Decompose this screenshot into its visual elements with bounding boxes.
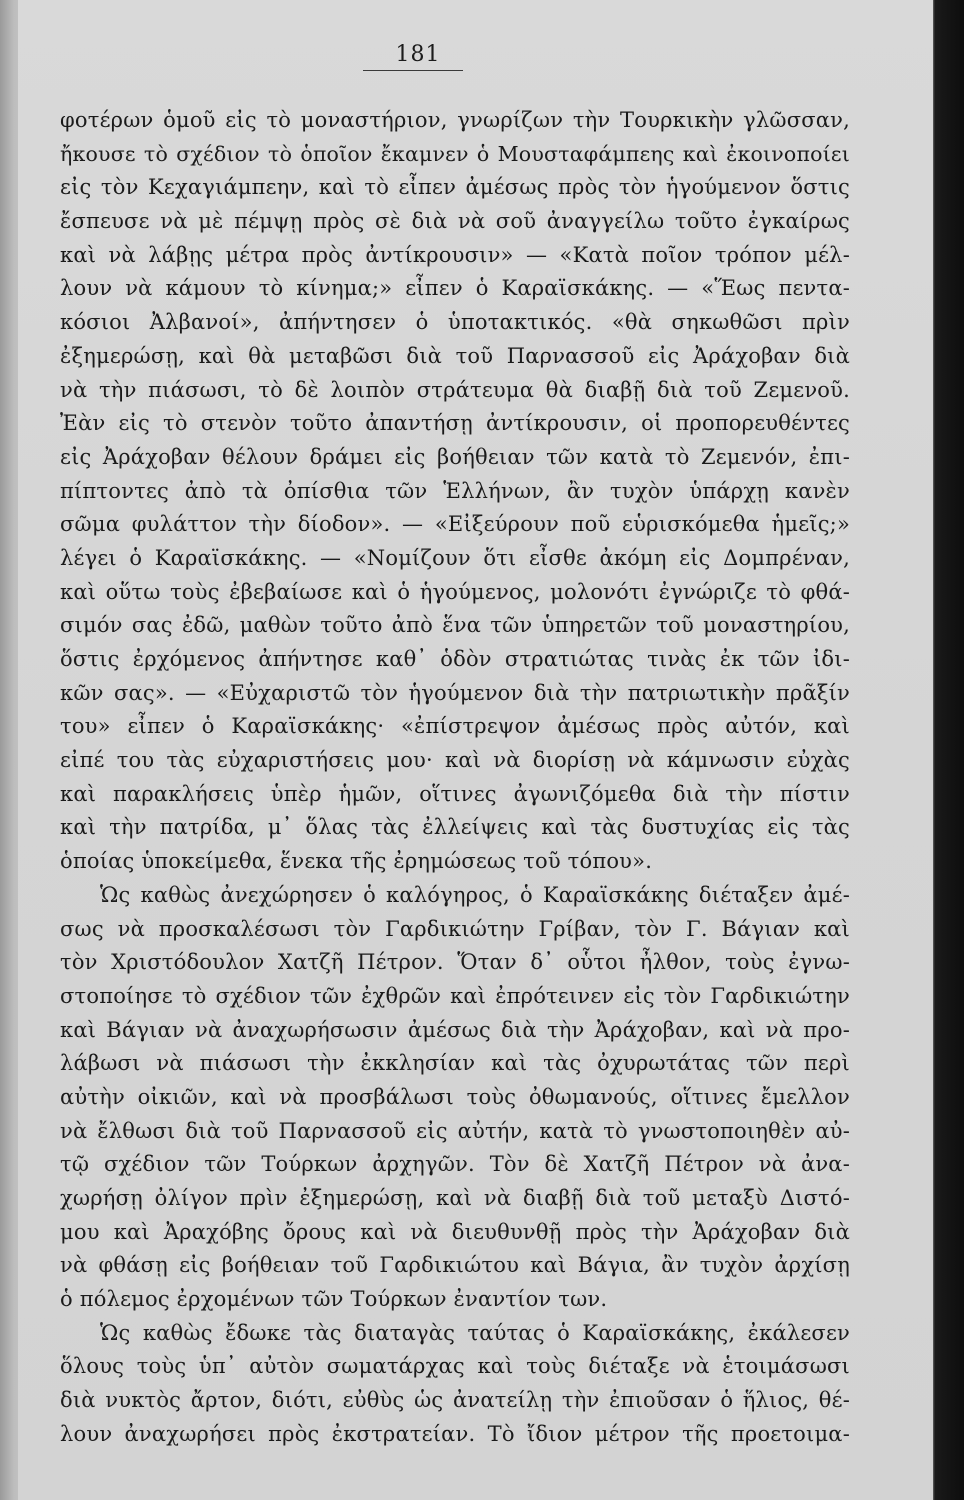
text-line: καὶ Βάγιαν νὰ ἀναχωρήσωσιν ἀμέσως διὰ τὴν Ἀράχοβαν, καὶ νὰ προ- <box>60 1017 850 1042</box>
text-line: ἔσπευσε νὰ μὲ πέμψῃ πρὸς σὲ διὰ νὰ σοῦ ἀναγγείλω τοῦτο ἐγκαίρως <box>60 209 850 234</box>
text-line: καὶ τὴν πατρίδα, μ᾽ ὅλας τὰς ἐλλείψεις καὶ τὰς δυστυχίας εἰς τὰς <box>60 815 850 840</box>
text-line: ὁποίας ὑποκείμεθα, ἕνεκα τῆς ἐρημώσεως τοῦ τόπου». <box>60 849 653 874</box>
text-line: του» εἶπεν ὁ Καραϊσκάκης· «ἐπίστρεψον ἀμέσως πρὸς αὐτόν, καὶ <box>60 714 850 739</box>
text-line: ἤκουσε τὸ σχέδιον τὸ ὁποῖον ἔκαμνεν ὁ Μουσταφάμπεης καὶ ἐκοινοποίει <box>60 141 850 166</box>
text-line: σως νὰ προσκαλέσωσι τὸν Γαρδικιώτην Γρίβαν, τὸν Γ. Βάγιαν καὶ <box>60 916 850 941</box>
text-line: λουν ἀναχωρήσει πρὸς ἐκστρατείαν. Τὸ ἴδιον μέτρον τῆς προετοιμα- <box>60 1421 850 1446</box>
body-text <box>60 104 850 1452</box>
text-line: σῶμα φυλάττον τὴν δίοδον». — «Εἰξεύρουν ποῦ εὑρισκόμεθα ἡμεῖς;» <box>60 512 850 537</box>
text-line: μου καὶ Ἀραχόβης ὄρους καὶ νὰ διευθυνθῇ πρὸς τὴν Ἀράχοβαν διὰ <box>60 1219 850 1244</box>
text-line: ὁ πόλεμος ἐρχομένων τῶν Τούρκων ἐναντίον των. <box>60 1287 608 1312</box>
text-line: λάβωσι νὰ πιάσωσι τὴν ἐκκλησίαν καὶ τὰς ὀχυρωτάτας τῶν περὶ <box>60 1051 850 1076</box>
text-line: σιμόν σας ἐδῶ, μαθὼν τοῦτο ἀπὸ ἕνα τῶν ὑπηρετῶν τοῦ μοναστηρίου, <box>60 613 850 638</box>
text-line: πίπτοντες ἀπὸ τὰ ὀπίσθια τῶν Ἑλλήνων, ἂν τυχὸν ὑπάρχῃ κανὲν <box>60 478 850 503</box>
text-line: ἐξημερώσῃ, καὶ θὰ μεταβῶσι διὰ τοῦ Παρνασσοῦ εἰς Ἀράχοβαν διὰ <box>60 343 850 368</box>
text-line: εἰς Ἀράχοβαν θέλουν δράμει εἰς βοήθειαν τῶν κατὰ τὸ Ζεμενόν, ἐπι- <box>60 444 850 469</box>
text-line: εἰπέ του τὰς εὐχαριστήσεις μου· καὶ νὰ διορίσῃ νὰ κάμνωσιν εὐχὰς <box>60 748 850 773</box>
text-line: τὸν Χριστόδουλον Χατζῆ Πέτρον. Ὅταν δ᾽ οὗτοι ἦλθον, τοὺς ἐγνω- <box>60 950 850 975</box>
text-line: καὶ οὕτω τοὺς ἐβεβαίωσε καὶ ὁ ἡγούμενος, μολονότι ἐγνώριζε τὸ φθά- <box>60 579 850 604</box>
text-line: Ὡς καθὼς ἔδωκε τὰς διαταγὰς ταύτας ὁ Καραϊσκάκης, ἐκάλεσεν <box>100 1320 850 1345</box>
text-line: διὰ νυκτὸς ἄρτον, διότι, εὐθὺς ὡς ἀνατείλῃ τὴν ἐπιοῦσαν ὁ ἥλιος, θέ- <box>60 1388 850 1413</box>
text-line: Ἐὰν εἰς τὸ στενὸν τοῦτο ἀπαντήσῃ ἀντίκρουσιν, οἱ προπορευθέντες <box>60 411 850 436</box>
book-page <box>18 0 933 1500</box>
text-line: ὅστις ἐρχόμενος ἀπήντησε καθ᾽ ὁδὸν στρατιώτας τινὰς ἐκ τῶν ἰδι- <box>60 647 850 671</box>
text-line: χωρήσῃ ὀλίγον πρὶν ἐξημερώσῃ, καὶ νὰ διαβῇ διὰ τοῦ μεταξὺ Διστό- <box>60 1186 850 1210</box>
text-line: Ὡς καθὼς ἀνεχώρησεν ὁ καλόγηρος, ὁ Καραϊσκάκης διέταξεν ἀμέ- <box>100 882 850 907</box>
text-line: λέγει ὁ Καραϊσκάκης. — «Νομίζουν ὅτι εἶσθε ἀκόμη εἰς Δομπρέναν, <box>60 545 850 570</box>
text-line: νὰ ἔλθωσι διὰ τοῦ Παρνασσοῦ εἰς αὐτήν, κατὰ τὸ γνωστοποιηθὲν αὐ- <box>60 1118 850 1143</box>
text-line: φοτέρων ὁμοῦ εἰς τὸ μοναστήριον, γνωρίζων τὴν Τουρκικὴν γλῶσσαν, <box>60 108 850 132</box>
text-line: αὐτὴν οἰκιῶν, καὶ νὰ προσβάλωσι τοὺς ὀθωμανούς, οἵτινες ἔμελλον <box>60 1084 850 1109</box>
text-line: νὰ τὴν πιάσωσι, τὸ δὲ λοιπὸν στράτευμα θὰ διαβῇ διὰ τοῦ Ζεμενοῦ. <box>60 377 850 402</box>
text-line: τῷ σχέδιον τῶν Τούρκων ἀρχηγῶν. Τὸν δὲ Χατζῆ Πέτρον νὰ ἀνα- <box>60 1152 850 1177</box>
text-line: καὶ παρακλήσεις ὑπὲρ ἡμῶν, οἵτινες ἀγωνιζόμεθα διὰ τὴν πίστιν <box>60 781 850 806</box>
text-line: εἰς τὸν Κεχαγιάμπεην, καὶ τὸ εἶπεν ἀμέσως πρὸς τὸν ἡγούμενον ὅστις <box>60 175 850 200</box>
text-line: καὶ νὰ λάβῃς μέτρα πρὸς ἀντίκρουσιν» — «Κατὰ ποῖον τρόπον μέλ- <box>60 242 850 267</box>
text-line: κῶν σας». — «Εὐχαριστῶ τὸν ἡγούμενον διὰ τὴν πατριωτικὴν πρᾶξίν <box>60 680 850 705</box>
text-line: ὅλους τοὺς ὑπ᾽ αὐτὸν σωματάρχας καὶ τοὺς διέταξε νὰ ἑτοιμάσωσι <box>60 1354 850 1379</box>
text-line: στοποίησε τὸ σχέδιον τῶν ἐχθρῶν καὶ ἐπρότεινεν εἰς τὸν Γαρδικιώτην <box>60 983 850 1008</box>
text-line: λουν νὰ κάμουν τὸ κίνημα;» εἶπεν ὁ Καραϊσκάκης. — «Ἕως πεντα- <box>60 276 850 301</box>
page-number-rule <box>363 70 463 71</box>
text-line: κόσιοι Ἀλβανοί», ἀπήντησεν ὁ ὑποτακτικός. «θὰ σηκωθῶσι πρὶν <box>60 310 850 335</box>
page-number: 181 <box>395 42 441 67</box>
text-line: νὰ φθάσῃ εἰς βοήθειαν τοῦ Γαρδικιώτου καὶ Βάγια, ἂν τυχὸν ἀρχίσῃ <box>60 1253 850 1278</box>
